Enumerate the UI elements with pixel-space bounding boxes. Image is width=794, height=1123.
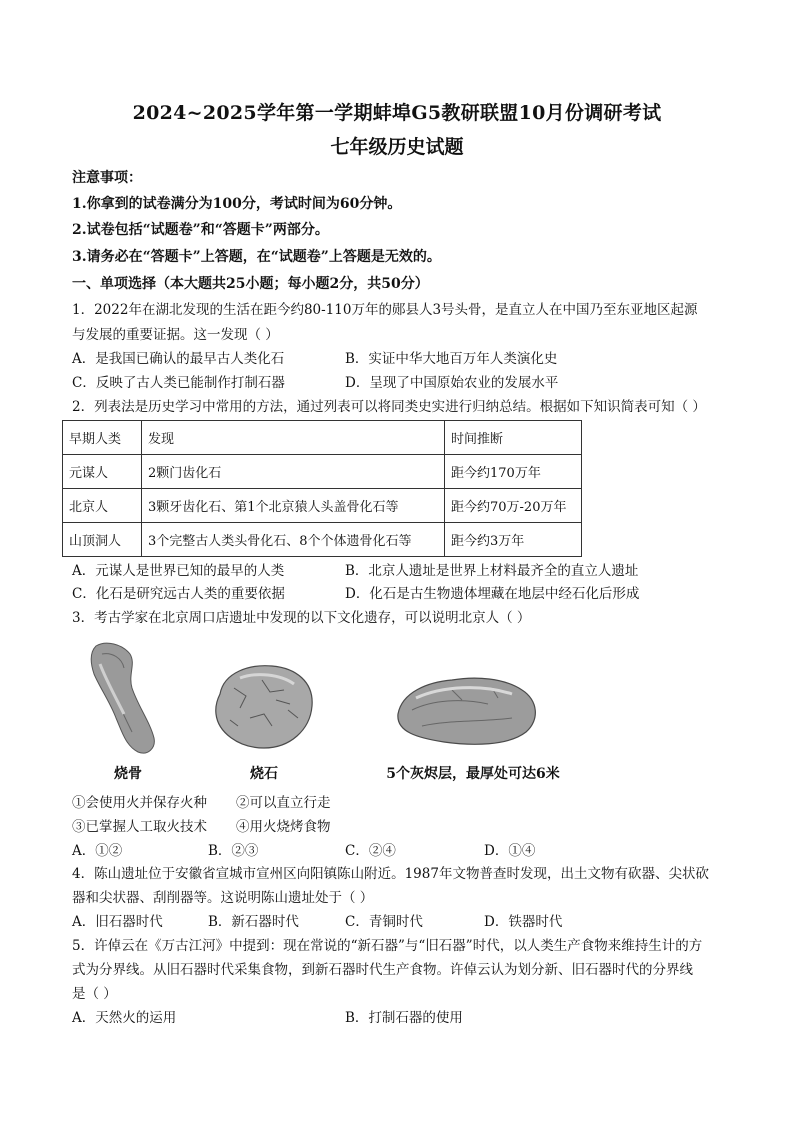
caption-burnt-bone: 烧骨 <box>114 766 142 782</box>
table-row <box>63 489 582 523</box>
table-header: 发现 <box>142 421 445 455</box>
q4-stem-line1: 4．陈山遗址位于安徽省宣城市宣州区向阳镇陈山附近。1987年文物普查时发现，出土文物有砍器、尖状砍 <box>72 866 709 882</box>
notice-item: 1.你拿到的试卷满分为100分，考试时间为60分钟。 <box>72 196 402 212</box>
q1-stem-line2: 与发展的重要证据。这一发现（ ） <box>72 327 279 343</box>
q1-stem-line1: 1．2022年在湖北发现的生活在距今约80-110万年的郧县人3号头骨，是直立人在中国乃至东亚地区起源 <box>72 302 698 318</box>
caption-burnt-stone: 烧石 <box>250 766 278 782</box>
knowledge-table <box>62 420 582 557</box>
table-row <box>63 455 582 489</box>
q4-option-c: C．青铜时代 <box>345 914 423 930</box>
section-heading: 一、单项选择（本大题共25小题；每小题2分，共50分） <box>72 276 429 292</box>
q3-stem: 3．考古学家在北京周口店遗址中发现的以下文化遗存，可以说明北京人（ ） <box>72 610 531 626</box>
table-cell: 3个完整古人类头骨化石、8个个体遗骨化石等 <box>142 523 445 557</box>
table-row <box>63 523 582 557</box>
q3-option-d: D．①④ <box>484 843 536 859</box>
table-cell: 元谋人 <box>63 455 142 489</box>
q2-option-c: C．化石是研究远古人类的重要依据 <box>72 586 285 602</box>
q2-option-a: A．元谋人是世界已知的最早的人类 <box>72 563 285 579</box>
q5-option-a: A．天然火的运用 <box>72 1010 177 1026</box>
q4-option-b: B．新石器时代 <box>208 914 299 930</box>
q2-option-d: D．化石是古生物遗体埋藏在地层中经石化后形成 <box>345 586 640 602</box>
table-cell: 北京人 <box>63 489 142 523</box>
q5-stem-line3: 是（ ） <box>72 986 117 1002</box>
burnt-stone-image <box>210 660 318 752</box>
q2-option-b: B．北京人遗址是世界上材料最齐全的直立人遗址 <box>345 563 639 579</box>
q5-stem-line1: 5．许倬云在《万古江河》中提到：现在常说的“新石器”与“旧石器”时代，以人类生产食物来维持生计的方 <box>72 938 703 954</box>
table-header: 时间推断 <box>445 421 582 455</box>
burnt-bone-image <box>82 640 162 758</box>
q3-statement-3: ③已掌握人工取火技术 <box>72 819 207 835</box>
notice-item: 3.请务必在“答题卡”上答题，在“试题卷”上答题是无效的。 <box>72 249 441 265</box>
table-header-row <box>63 421 582 455</box>
q1-option-a: A．是我国已确认的最早古人类化石 <box>72 351 285 367</box>
q4-stem-line2: 器和尖状器、刮削器等。这说明陈山遗址处于（ ） <box>72 890 374 906</box>
q4-option-a: A．旧石器时代 <box>72 914 163 930</box>
notice-heading: 注意事项： <box>72 170 142 186</box>
table-cell: 山顶洞人 <box>63 523 142 557</box>
q3-statement-1: ①会使用火并保存火种 <box>72 795 207 811</box>
table-cell: 2颗门齿化石 <box>142 455 445 489</box>
table-cell: 距今约170万年 <box>445 455 582 489</box>
q4-option-d: D．铁器时代 <box>484 914 563 930</box>
q3-option-a: A．①② <box>72 843 123 859</box>
q1-option-d: D．呈现了中国原始农业的发展水平 <box>345 375 559 391</box>
exam-subtitle: 七年级历史试题 <box>330 136 464 158</box>
q1-option-b: B．实证中华大地百万年人类演化史 <box>345 351 558 367</box>
q3-option-c: C．②④ <box>345 843 396 859</box>
notice-item: 2.试卷包括“试题卷”和“答题卡”两部分。 <box>72 222 329 238</box>
q3-option-b: B．②③ <box>208 843 259 859</box>
ash-layer-image <box>392 670 542 748</box>
table-cell: 3颗牙齿化石、第1个北京猿人头盖骨化石等 <box>142 489 445 523</box>
table-cell: 距今约3万年 <box>445 523 582 557</box>
q1-option-c: C．反映了古人类已能制作打制石器 <box>72 375 285 391</box>
table-header: 早期人类 <box>63 421 142 455</box>
q5-option-b: B．打制石器的使用 <box>345 1010 463 1026</box>
q3-statement-4: ④用火烧烤食物 <box>236 819 331 835</box>
exam-title: 2024~2025学年第一学期蚌埠G5教研联盟10月份调研考试 <box>132 102 662 124</box>
q3-statement-2: ②可以直立行走 <box>236 795 331 811</box>
q2-stem: 2．列表法是历史学习中常用的方法，通过列表可以将同类史实进行归纳总结。根据如下知识简表可知（ ） <box>72 399 706 415</box>
table-cell: 距今约70万-20万年 <box>445 489 582 523</box>
q5-stem-line2: 式为分界线。从旧石器时代采集食物，到新石器时代生产食物。许倬云认为划分新、旧石器时代的分界线 <box>72 962 693 978</box>
caption-ash-layer: 5个灰烬层，最厚处可达6米 <box>386 766 560 782</box>
